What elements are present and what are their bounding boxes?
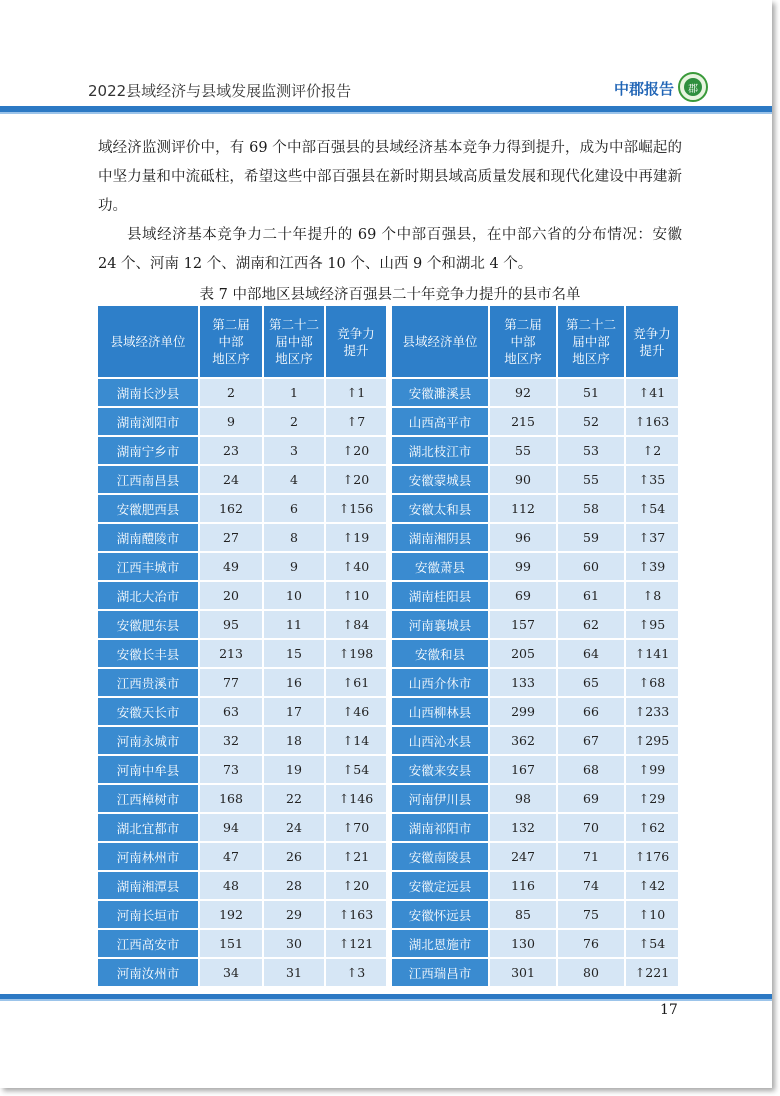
cell-second-rank: 299 bbox=[490, 698, 556, 725]
cell-rise: ↑95 bbox=[626, 611, 678, 638]
cell-second-rank: 151 bbox=[200, 930, 262, 957]
cell-twentysecond-rank: 1 bbox=[264, 379, 324, 406]
cell-unit: 河南中牟县 bbox=[98, 756, 198, 783]
cell-second-rank: 69 bbox=[490, 582, 556, 609]
table-header-row bbox=[392, 306, 678, 377]
cell-second-rank: 23 bbox=[200, 437, 262, 464]
cell-twentysecond-rank: 6 bbox=[264, 495, 324, 522]
cell-rise: ↑2 bbox=[626, 437, 678, 464]
footer-rule-light bbox=[0, 999, 772, 1001]
table-body-left bbox=[98, 379, 386, 986]
cell-twentysecond-rank: 53 bbox=[558, 437, 624, 464]
cell-unit: 湖南浏阳市 bbox=[98, 408, 198, 435]
cell-second-rank: 55 bbox=[490, 437, 556, 464]
table-row bbox=[392, 727, 678, 754]
cell-second-rank: 48 bbox=[200, 872, 262, 899]
cell-twentysecond-rank: 18 bbox=[264, 727, 324, 754]
cell-unit: 湖南长沙县 bbox=[98, 379, 198, 406]
cell-twentysecond-rank: 3 bbox=[264, 437, 324, 464]
cell-second-rank: 301 bbox=[490, 959, 556, 986]
cell-twentysecond-rank: 10 bbox=[264, 582, 324, 609]
cell-twentysecond-rank: 66 bbox=[558, 698, 624, 725]
table-row bbox=[392, 930, 678, 957]
cell-second-rank: 73 bbox=[200, 756, 262, 783]
cell-unit: 河南永城市 bbox=[98, 727, 198, 754]
table-body-right bbox=[392, 379, 678, 986]
table-caption: 表 7 中部地区县域经济百强县二十年竞争力提升的县市名单 bbox=[199, 287, 581, 303]
cell-twentysecond-rank: 30 bbox=[264, 930, 324, 957]
table-row bbox=[98, 640, 386, 667]
cell-rise: ↑233 bbox=[626, 698, 678, 725]
table-row bbox=[392, 495, 678, 522]
cell-twentysecond-rank: 62 bbox=[558, 611, 624, 638]
cell-unit: 江西瑞昌市 bbox=[392, 959, 488, 986]
table-row bbox=[98, 553, 386, 580]
cell-twentysecond-rank: 24 bbox=[264, 814, 324, 841]
cell-rise: ↑40 bbox=[326, 553, 386, 580]
table-row bbox=[98, 959, 386, 986]
cell-twentysecond-rank: 69 bbox=[558, 785, 624, 812]
cell-rise: ↑295 bbox=[626, 727, 678, 754]
cell-unit: 安徽太和县 bbox=[392, 495, 488, 522]
cell-rise: ↑68 bbox=[626, 669, 678, 696]
cell-twentysecond-rank: 75 bbox=[558, 901, 624, 928]
cell-rise: ↑62 bbox=[626, 814, 678, 841]
cell-rise: ↑141 bbox=[626, 640, 678, 667]
table-row bbox=[98, 901, 386, 928]
cell-second-rank: 99 bbox=[490, 553, 556, 580]
cell-twentysecond-rank: 68 bbox=[558, 756, 624, 783]
cell-unit: 湖北宜都市 bbox=[98, 814, 198, 841]
cell-second-rank: 27 bbox=[200, 524, 262, 551]
ranking-table-left bbox=[96, 304, 388, 988]
cell-unit: 安徽定远县 bbox=[392, 872, 488, 899]
cell-second-rank: 92 bbox=[490, 379, 556, 406]
cell-second-rank: 133 bbox=[490, 669, 556, 696]
cell-unit: 湖南宁乡市 bbox=[98, 437, 198, 464]
logo-emblem: 郡 bbox=[684, 78, 702, 96]
cell-twentysecond-rank: 19 bbox=[264, 756, 324, 783]
brand-logo-icon bbox=[678, 72, 708, 102]
cell-second-rank: 98 bbox=[490, 785, 556, 812]
cell-rise: ↑1 bbox=[326, 379, 386, 406]
cell-unit: 安徽南陵县 bbox=[392, 843, 488, 870]
cell-unit: 安徽蒙城县 bbox=[392, 466, 488, 493]
cell-unit: 江西樟树市 bbox=[98, 785, 198, 812]
cell-rise: ↑7 bbox=[326, 408, 386, 435]
cell-rise: ↑39 bbox=[626, 553, 678, 580]
table-row bbox=[392, 814, 678, 841]
cell-second-rank: 85 bbox=[490, 901, 556, 928]
cell-unit: 山西介休市 bbox=[392, 669, 488, 696]
cell-unit: 湖南湘阴县 bbox=[392, 524, 488, 551]
table-row bbox=[98, 611, 386, 638]
cell-unit: 湖南桂阳县 bbox=[392, 582, 488, 609]
cell-unit: 山西柳林县 bbox=[392, 698, 488, 725]
cell-second-rank: 213 bbox=[200, 640, 262, 667]
cell-rise: ↑42 bbox=[626, 872, 678, 899]
table-row bbox=[98, 408, 386, 435]
table-row bbox=[392, 756, 678, 783]
cell-unit: 湖南湘潭县 bbox=[98, 872, 198, 899]
table-row bbox=[392, 437, 678, 464]
table-row bbox=[98, 727, 386, 754]
cell-unit: 湖北枝江市 bbox=[392, 437, 488, 464]
cell-unit: 安徽肥东县 bbox=[98, 611, 198, 638]
cell-twentysecond-rank: 80 bbox=[558, 959, 624, 986]
cell-twentysecond-rank: 52 bbox=[558, 408, 624, 435]
cell-rise: ↑121 bbox=[326, 930, 386, 957]
cell-rise: ↑54 bbox=[626, 495, 678, 522]
cell-second-rank: 9 bbox=[200, 408, 262, 435]
cell-twentysecond-rank: 8 bbox=[264, 524, 324, 551]
cell-twentysecond-rank: 60 bbox=[558, 553, 624, 580]
cell-twentysecond-rank: 64 bbox=[558, 640, 624, 667]
cell-unit: 安徽长丰县 bbox=[98, 640, 198, 667]
cell-rise: ↑198 bbox=[326, 640, 386, 667]
cell-unit: 河南汝州市 bbox=[98, 959, 198, 986]
cell-rise: ↑163 bbox=[626, 408, 678, 435]
cell-rise: ↑61 bbox=[326, 669, 386, 696]
header-unit: 县域经济单位 bbox=[98, 306, 198, 377]
table-row bbox=[392, 669, 678, 696]
cell-unit: 江西贵溪市 bbox=[98, 669, 198, 696]
cell-second-rank: 205 bbox=[490, 640, 556, 667]
cell-second-rank: 49 bbox=[200, 553, 262, 580]
cell-second-rank: 96 bbox=[490, 524, 556, 551]
cell-rise: ↑37 bbox=[626, 524, 678, 551]
brand-name: 中郡报告 bbox=[614, 80, 675, 98]
table-row bbox=[392, 785, 678, 812]
cell-rise: ↑10 bbox=[626, 901, 678, 928]
table-row bbox=[98, 698, 386, 725]
cell-rise: ↑54 bbox=[326, 756, 386, 783]
cell-second-rank: 2 bbox=[200, 379, 262, 406]
cell-rise: ↑54 bbox=[626, 930, 678, 957]
table-row bbox=[392, 698, 678, 725]
cell-unit: 湖南祁阳市 bbox=[392, 814, 488, 841]
table-row bbox=[98, 495, 386, 522]
paragraph-1: 域经济监测评价中，有 69 个中部百强县的县域经济基本竞争力得到提升，成为中部崛起的中坚力量和中流砥柱，希望这些中部百强县在新时期县域高质量发展和现代化建设中再建新功。 bbox=[98, 140, 682, 214]
table-row bbox=[98, 843, 386, 870]
table-header-row bbox=[98, 306, 386, 377]
cell-second-rank: 95 bbox=[200, 611, 262, 638]
cell-rise: ↑156 bbox=[326, 495, 386, 522]
cell-second-rank: 94 bbox=[200, 814, 262, 841]
cell-rise: ↑41 bbox=[626, 379, 678, 406]
header-rise: 竞争力 提升 bbox=[626, 306, 678, 377]
cell-rise: ↑21 bbox=[326, 843, 386, 870]
header-second-rank: 第二届 中部 地区序 bbox=[200, 306, 262, 377]
cell-rise: ↑19 bbox=[326, 524, 386, 551]
table-row bbox=[392, 611, 678, 638]
cell-twentysecond-rank: 61 bbox=[558, 582, 624, 609]
cell-second-rank: 192 bbox=[200, 901, 262, 928]
cell-twentysecond-rank: 70 bbox=[558, 814, 624, 841]
cell-unit: 湖北大冶市 bbox=[98, 582, 198, 609]
table-row bbox=[98, 379, 386, 406]
cell-second-rank: 63 bbox=[200, 698, 262, 725]
cell-unit: 山西高平市 bbox=[392, 408, 488, 435]
cell-rise: ↑14 bbox=[326, 727, 386, 754]
table-row bbox=[392, 466, 678, 493]
cell-twentysecond-rank: 29 bbox=[264, 901, 324, 928]
cell-rise: ↑221 bbox=[626, 959, 678, 986]
table-row bbox=[98, 930, 386, 957]
cell-unit: 安徽来安县 bbox=[392, 756, 488, 783]
cell-unit: 江西丰城市 bbox=[98, 553, 198, 580]
cell-rise: ↑99 bbox=[626, 756, 678, 783]
table-row bbox=[98, 756, 386, 783]
cell-second-rank: 215 bbox=[490, 408, 556, 435]
cell-unit: 安徽和县 bbox=[392, 640, 488, 667]
cell-second-rank: 130 bbox=[490, 930, 556, 957]
header-rule-light bbox=[0, 112, 772, 114]
cell-unit: 山西沁水县 bbox=[392, 727, 488, 754]
table-row bbox=[392, 872, 678, 899]
table-row bbox=[392, 524, 678, 551]
cell-unit: 湖南醴陵市 bbox=[98, 524, 198, 551]
cell-unit: 安徽怀远县 bbox=[392, 901, 488, 928]
cell-second-rank: 34 bbox=[200, 959, 262, 986]
table-row bbox=[392, 379, 678, 406]
cell-second-rank: 90 bbox=[490, 466, 556, 493]
header-unit: 县域经济单位 bbox=[392, 306, 488, 377]
cell-second-rank: 168 bbox=[200, 785, 262, 812]
cell-second-rank: 167 bbox=[490, 756, 556, 783]
cell-rise: ↑35 bbox=[626, 466, 678, 493]
cell-unit: 河南伊川县 bbox=[392, 785, 488, 812]
table-row bbox=[392, 959, 678, 986]
cell-twentysecond-rank: 4 bbox=[264, 466, 324, 493]
page-number: 17 bbox=[660, 1002, 678, 1018]
cell-rise: ↑46 bbox=[326, 698, 386, 725]
cell-twentysecond-rank: 71 bbox=[558, 843, 624, 870]
cell-twentysecond-rank: 51 bbox=[558, 379, 624, 406]
cell-rise: ↑176 bbox=[626, 843, 678, 870]
cell-unit: 河南林州市 bbox=[98, 843, 198, 870]
cell-second-rank: 362 bbox=[490, 727, 556, 754]
cell-rise: ↑70 bbox=[326, 814, 386, 841]
header-twentysecond-rank: 第二十二 届中部 地区序 bbox=[264, 306, 324, 377]
cell-twentysecond-rank: 28 bbox=[264, 872, 324, 899]
table-row bbox=[98, 785, 386, 812]
cell-twentysecond-rank: 2 bbox=[264, 408, 324, 435]
table-row bbox=[98, 466, 386, 493]
cell-twentysecond-rank: 22 bbox=[264, 785, 324, 812]
table-row bbox=[98, 437, 386, 464]
paragraph-2: 县域经济基本竞争力二十年提升的 69 个中部百强县，在中部六省的分布情况：安徽 24 个、河南 12 个、湖南和江西各 10 个、山西 9 个和湖北 4 个。 bbox=[98, 227, 682, 272]
cell-unit: 安徽肥西县 bbox=[98, 495, 198, 522]
cell-twentysecond-rank: 9 bbox=[264, 553, 324, 580]
cell-rise: ↑20 bbox=[326, 437, 386, 464]
cell-unit: 江西高安市 bbox=[98, 930, 198, 957]
cell-second-rank: 47 bbox=[200, 843, 262, 870]
cell-rise: ↑163 bbox=[326, 901, 386, 928]
cell-rise: ↑84 bbox=[326, 611, 386, 638]
ranking-table-right bbox=[390, 304, 680, 988]
header-rise: 竞争力 提升 bbox=[326, 306, 386, 377]
cell-twentysecond-rank: 76 bbox=[558, 930, 624, 957]
cell-second-rank: 20 bbox=[200, 582, 262, 609]
cell-twentysecond-rank: 65 bbox=[558, 669, 624, 696]
cell-twentysecond-rank: 67 bbox=[558, 727, 624, 754]
cell-rise: ↑29 bbox=[626, 785, 678, 812]
cell-rise: ↑20 bbox=[326, 466, 386, 493]
report-title: 2022县域经济与县域发展监测评价报告 bbox=[88, 82, 352, 100]
cell-second-rank: 77 bbox=[200, 669, 262, 696]
cell-twentysecond-rank: 16 bbox=[264, 669, 324, 696]
cell-twentysecond-rank: 11 bbox=[264, 611, 324, 638]
cell-unit: 安徽萧县 bbox=[392, 553, 488, 580]
cell-rise: ↑10 bbox=[326, 582, 386, 609]
cell-second-rank: 116 bbox=[490, 872, 556, 899]
cell-twentysecond-rank: 17 bbox=[264, 698, 324, 725]
cell-twentysecond-rank: 74 bbox=[558, 872, 624, 899]
table-row bbox=[392, 582, 678, 609]
table-row bbox=[392, 843, 678, 870]
table-row bbox=[98, 814, 386, 841]
table-row bbox=[98, 524, 386, 551]
cell-second-rank: 157 bbox=[490, 611, 556, 638]
cell-twentysecond-rank: 26 bbox=[264, 843, 324, 870]
cell-second-rank: 112 bbox=[490, 495, 556, 522]
cell-unit: 安徽濉溪县 bbox=[392, 379, 488, 406]
cell-second-rank: 32 bbox=[200, 727, 262, 754]
cell-twentysecond-rank: 31 bbox=[264, 959, 324, 986]
table-row bbox=[98, 872, 386, 899]
cell-twentysecond-rank: 59 bbox=[558, 524, 624, 551]
cell-rise: ↑8 bbox=[626, 582, 678, 609]
cell-rise: ↑20 bbox=[326, 872, 386, 899]
cell-second-rank: 162 bbox=[200, 495, 262, 522]
table-row bbox=[392, 901, 678, 928]
cell-second-rank: 132 bbox=[490, 814, 556, 841]
cell-twentysecond-rank: 58 bbox=[558, 495, 624, 522]
cell-unit: 河南襄城县 bbox=[392, 611, 488, 638]
header-second-rank: 第二届 中部 地区序 bbox=[490, 306, 556, 377]
header-twentysecond-rank: 第二十二 届中部 地区序 bbox=[558, 306, 624, 377]
cell-unit: 江西南昌县 bbox=[98, 466, 198, 493]
cell-unit: 湖北恩施市 bbox=[392, 930, 488, 957]
cell-second-rank: 247 bbox=[490, 843, 556, 870]
table-row bbox=[392, 553, 678, 580]
cell-second-rank: 24 bbox=[200, 466, 262, 493]
table-row bbox=[98, 582, 386, 609]
table-row bbox=[392, 640, 678, 667]
table-row bbox=[392, 408, 678, 435]
table-row bbox=[98, 669, 386, 696]
cell-unit: 安徽天长市 bbox=[98, 698, 198, 725]
cell-twentysecond-rank: 15 bbox=[264, 640, 324, 667]
cell-twentysecond-rank: 55 bbox=[558, 466, 624, 493]
cell-rise: ↑3 bbox=[326, 959, 386, 986]
cell-rise: ↑146 bbox=[326, 785, 386, 812]
cell-unit: 河南长垣市 bbox=[98, 901, 198, 928]
